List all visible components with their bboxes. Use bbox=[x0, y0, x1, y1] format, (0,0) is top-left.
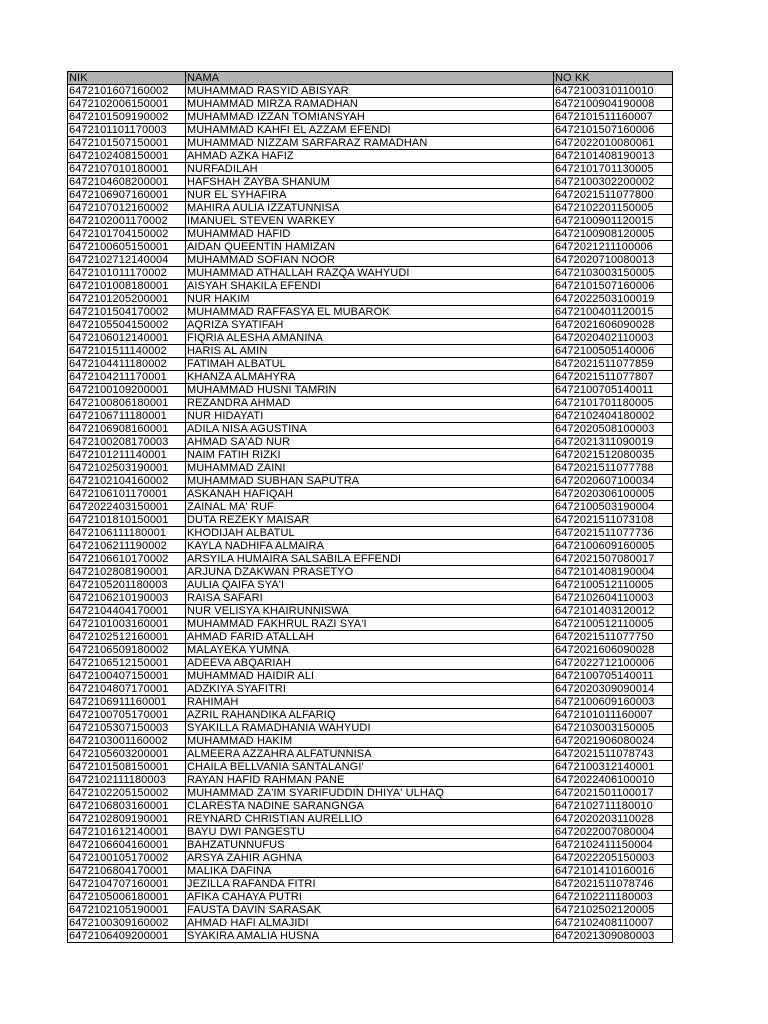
cell-nik: 6472101607160002 bbox=[68, 85, 186, 98]
cell-nokk: 6472102211180003 bbox=[554, 891, 673, 904]
header-nama: NAMA bbox=[186, 72, 554, 85]
cell-nama: AULIA QAIFA SYA'I bbox=[186, 579, 554, 592]
cell-nama: DUTA REZEKY MAISAR bbox=[186, 514, 554, 527]
cell-nokk: 6472021511077800 bbox=[554, 189, 673, 202]
cell-nokk: 6472102408110007 bbox=[554, 917, 673, 930]
cell-nama: NAIM FATIH RIZKI bbox=[186, 449, 554, 462]
cell-nama: MUHAMMAD SOFIAN NOOR bbox=[186, 254, 554, 267]
cell-nokk: 6472020607100034 bbox=[554, 475, 673, 488]
cell-nik: 6472100208170003 bbox=[68, 436, 186, 449]
cell-nik: 6472101508150001 bbox=[68, 761, 186, 774]
cell-nik: 6472101704150002 bbox=[68, 228, 186, 241]
cell-nama: NUR HIDAYATI bbox=[186, 410, 554, 423]
cell-nama: MUHAMMAD HAFID bbox=[186, 228, 554, 241]
cell-nik: 6472102712140004 bbox=[68, 254, 186, 267]
table-row bbox=[68, 904, 673, 917]
cell-nik: 6472106610170002 bbox=[68, 553, 186, 566]
cell-nama: REYNARD CHRISTIAN AURELLIO bbox=[186, 813, 554, 826]
cell-nama: NUR VELISYA KHAIRUNNISWA bbox=[186, 605, 554, 618]
cell-nokk: 6472021511078743 bbox=[554, 748, 673, 761]
table-row bbox=[68, 761, 673, 774]
cell-nokk: 6472101408190013 bbox=[554, 150, 673, 163]
cell-nokk: 6472100401120015 bbox=[554, 306, 673, 319]
cell-nama: AQRIZA SYATIFAH bbox=[186, 319, 554, 332]
cell-nokk: 6472020306100005 bbox=[554, 488, 673, 501]
cell-nokk: 6472102201150005 bbox=[554, 202, 673, 215]
cell-nama: ADEEVA ABQARIAH bbox=[186, 657, 554, 670]
cell-nokk: 6472100901120015 bbox=[554, 215, 673, 228]
cell-nokk: 6472022205150003 bbox=[554, 852, 673, 865]
table-row bbox=[68, 930, 673, 943]
data-sheet bbox=[67, 71, 672, 943]
table-row bbox=[68, 475, 673, 488]
cell-nik: 6472101612140001 bbox=[68, 826, 186, 839]
table-body bbox=[68, 85, 673, 943]
cell-nama: MUHAMMAD FAKHRUL RAZI SYA'I bbox=[186, 618, 554, 631]
cell-nama: CLARESTA NADINE SARANGNGA bbox=[186, 800, 554, 813]
table-row bbox=[68, 176, 673, 189]
cell-nama: NURFADILAH bbox=[186, 163, 554, 176]
cell-nik: 6472104411180002 bbox=[68, 358, 186, 371]
cell-nama: AHMAD SA'AD NUR bbox=[186, 436, 554, 449]
cell-nokk: 6472022010080061 bbox=[554, 137, 673, 150]
cell-nama: HAFSHAH ZAYBA SHANUM bbox=[186, 176, 554, 189]
cell-nik: 6472101810150001 bbox=[68, 514, 186, 527]
cell-nik: 6472102408150001 bbox=[68, 150, 186, 163]
table-row bbox=[68, 98, 673, 111]
table-row bbox=[68, 800, 673, 813]
table-row bbox=[68, 111, 673, 124]
cell-nama: RAHIMAH bbox=[186, 696, 554, 709]
table-row bbox=[68, 280, 673, 293]
cell-nokk: 6472101408190004 bbox=[554, 566, 673, 579]
cell-nik: 6472106111180001 bbox=[68, 527, 186, 540]
cell-nokk: 6472100705140011 bbox=[554, 384, 673, 397]
cell-nama: MUHAMMAD IZZAN TOMIANSYAH bbox=[186, 111, 554, 124]
cell-nama: AHMAD AZKA HAFIZ bbox=[186, 150, 554, 163]
cell-nik: 6472101101170003 bbox=[68, 124, 186, 137]
cell-nama: ADILA NISA AGUSTINA bbox=[186, 423, 554, 436]
table-row bbox=[68, 709, 673, 722]
cell-nokk: 6472100908120005 bbox=[554, 228, 673, 241]
cell-nik: 6472101504170002 bbox=[68, 306, 186, 319]
cell-nama: MALIKA DAFINA bbox=[186, 865, 554, 878]
cell-nik: 6472100705170001 bbox=[68, 709, 186, 722]
cell-nik: 6472101008180001 bbox=[68, 280, 186, 293]
cell-nik: 6472103001160002 bbox=[68, 735, 186, 748]
table-row bbox=[68, 540, 673, 553]
cell-nokk: 6472101701180005 bbox=[554, 397, 673, 410]
cell-nik: 6472100105170002 bbox=[68, 852, 186, 865]
table-row bbox=[68, 189, 673, 202]
cell-nama: ADZKIYA SYAFITRI bbox=[186, 683, 554, 696]
cell-nokk: 6472100302200002 bbox=[554, 176, 673, 189]
cell-nama: NUR HAKIM bbox=[186, 293, 554, 306]
cell-nama: BAHZATUNNUFUS bbox=[186, 839, 554, 852]
cell-nokk: 6472021606090028 bbox=[554, 319, 673, 332]
cell-nama: FIQRIA ALESHA AMANINA bbox=[186, 332, 554, 345]
cell-nik: 6472104404170001 bbox=[68, 605, 186, 618]
table-row bbox=[68, 839, 673, 852]
cell-nik: 6472106409200001 bbox=[68, 930, 186, 943]
cell-nama: AIDAN QUEENTIN HAMIZAN bbox=[186, 241, 554, 254]
cell-nama: KAYLA NADHIFA ALMAIRA bbox=[186, 540, 554, 553]
cell-nama: AZRIL RAHANDIKA ALFARIQ bbox=[186, 709, 554, 722]
cell-nik: 6472106509180002 bbox=[68, 644, 186, 657]
cell-nokk: 6472021511078746 bbox=[554, 878, 673, 891]
cell-nik: 6472102105190001 bbox=[68, 904, 186, 917]
table-row bbox=[68, 501, 673, 514]
cell-nokk: 6472022503100019 bbox=[554, 293, 673, 306]
cell-nik: 6472106804170001 bbox=[68, 865, 186, 878]
cell-nama: BAYU DWI PANGESTU bbox=[186, 826, 554, 839]
cell-nik: 6472104707160001 bbox=[68, 878, 186, 891]
table-row bbox=[68, 826, 673, 839]
cell-nokk: 6472100705140011 bbox=[554, 670, 673, 683]
cell-nama: REZANDRA AHMAD bbox=[186, 397, 554, 410]
cell-nik: 6472106711180001 bbox=[68, 410, 186, 423]
table-row bbox=[68, 436, 673, 449]
cell-nama: MAHIRA AULIA IZZATUNNISA bbox=[186, 202, 554, 215]
cell-nik: 6472102809190001 bbox=[68, 813, 186, 826]
cell-nokk: 6472103003150005 bbox=[554, 267, 673, 280]
cell-nokk: 6472100609160003 bbox=[554, 696, 673, 709]
table-row bbox=[68, 735, 673, 748]
cell-nama: RAYAN HAFID RAHMAN PANE bbox=[186, 774, 554, 787]
cell-nama: SYAKIRA AMALIA HUSNA bbox=[186, 930, 554, 943]
cell-nama: HARIS AL AMIN bbox=[186, 345, 554, 358]
table-row bbox=[68, 553, 673, 566]
cell-nokk: 6472100503190004 bbox=[554, 501, 673, 514]
cell-nokk: 6472102404180002 bbox=[554, 410, 673, 423]
cell-nokk: 6472100512110005 bbox=[554, 618, 673, 631]
cell-nokk: 6472102711180010 bbox=[554, 800, 673, 813]
cell-nik: 6472104807170001 bbox=[68, 683, 186, 696]
cell-nama: IMANUEL STEVEN WARKEY bbox=[186, 215, 554, 228]
cell-nama: KHANZA ALMAHYRA bbox=[186, 371, 554, 384]
cell-nama: MUHAMMAD KAHFI EL AZZAM EFENDI bbox=[186, 124, 554, 137]
table-row bbox=[68, 683, 673, 696]
student-table bbox=[67, 71, 673, 943]
cell-nama: MUHAMMAD SUBHAN SAPUTRA bbox=[186, 475, 554, 488]
table-row bbox=[68, 852, 673, 865]
cell-nokk: 6472100512110005 bbox=[554, 579, 673, 592]
table-row bbox=[68, 592, 673, 605]
cell-nik: 6472106211190002 bbox=[68, 540, 186, 553]
table-row bbox=[68, 215, 673, 228]
cell-nokk: 6472021511077859 bbox=[554, 358, 673, 371]
table-row bbox=[68, 306, 673, 319]
cell-nokk: 6472102411150004 bbox=[554, 839, 673, 852]
table-row bbox=[68, 696, 673, 709]
cell-nama: ASKANAH HAFIQAH bbox=[186, 488, 554, 501]
cell-nokk: 6472022406100010 bbox=[554, 774, 673, 787]
table-row bbox=[68, 267, 673, 280]
table-row bbox=[68, 462, 673, 475]
cell-nama: MUHAMMAD RAFFASYA EL MUBAROK bbox=[186, 306, 554, 319]
cell-nik: 6472106908160001 bbox=[68, 423, 186, 436]
cell-nik: 6472101511140002 bbox=[68, 345, 186, 358]
cell-nik: 6472105307150003 bbox=[68, 722, 186, 735]
cell-nama: MUHAMMAD HAKIM bbox=[186, 735, 554, 748]
cell-nokk: 6472103003150005 bbox=[554, 722, 673, 735]
cell-nama: JEZILLA RAFANDA FITRI bbox=[186, 878, 554, 891]
cell-nik: 6472105201180003 bbox=[68, 579, 186, 592]
cell-nama: MUHAMMAD ZA'IM SYARIFUDDIN DHIYA' ULHAQ bbox=[186, 787, 554, 800]
cell-nik: 6472106101170001 bbox=[68, 488, 186, 501]
cell-nik: 6472107010180001 bbox=[68, 163, 186, 176]
table-row bbox=[68, 384, 673, 397]
cell-nokk: 6472101403120012 bbox=[554, 605, 673, 618]
cell-nokk: 6472101701130005 bbox=[554, 163, 673, 176]
cell-nik: 6472102503190001 bbox=[68, 462, 186, 475]
table-row bbox=[68, 813, 673, 826]
cell-nokk: 6472020710080013 bbox=[554, 254, 673, 267]
cell-nama: ZAINAL MA' RUF bbox=[186, 501, 554, 514]
cell-nokk: 6472102604110003 bbox=[554, 592, 673, 605]
table-row bbox=[68, 410, 673, 423]
table-row bbox=[68, 748, 673, 761]
table-row bbox=[68, 124, 673, 137]
cell-nama: AHMAD FARID ATALLAH bbox=[186, 631, 554, 644]
table-row bbox=[68, 163, 673, 176]
cell-nokk: 6472100609160005 bbox=[554, 540, 673, 553]
cell-nokk: 6472022712100006 bbox=[554, 657, 673, 670]
table-row bbox=[68, 150, 673, 163]
cell-nokk: 6472021309080003 bbox=[554, 930, 673, 943]
cell-nama: NUR EL SYHAFIRA bbox=[186, 189, 554, 202]
cell-nama: MUHAMMAD HUSNI TAMRIN bbox=[186, 384, 554, 397]
cell-nik: 6472102006150001 bbox=[68, 98, 186, 111]
table-row bbox=[68, 345, 673, 358]
cell-nik: 6472100109200001 bbox=[68, 384, 186, 397]
table-row bbox=[68, 319, 673, 332]
cell-nik: 6472102111180003 bbox=[68, 774, 186, 787]
table-row bbox=[68, 527, 673, 540]
cell-nokk: 6472021501100017 bbox=[554, 787, 673, 800]
table-row bbox=[68, 566, 673, 579]
table-row bbox=[68, 917, 673, 930]
cell-nik: 6472105504150002 bbox=[68, 319, 186, 332]
table-header bbox=[68, 72, 673, 85]
cell-nik: 6472106803160001 bbox=[68, 800, 186, 813]
cell-nik: 6472107012160002 bbox=[68, 202, 186, 215]
cell-nik: 6472100309160002 bbox=[68, 917, 186, 930]
table-row bbox=[68, 488, 673, 501]
table-row bbox=[68, 722, 673, 735]
cell-nama: MUHAMMAD RASYID ABISYAR bbox=[186, 85, 554, 98]
cell-nik: 6472106210190003 bbox=[68, 592, 186, 605]
cell-nokk: 6472021906080024 bbox=[554, 735, 673, 748]
cell-nama: KHODIJAH ALBATUL bbox=[186, 527, 554, 540]
cell-nama: MUHAMMAD MIRZA RAMADHAN bbox=[186, 98, 554, 111]
cell-nokk: 6472100310110010 bbox=[554, 85, 673, 98]
cell-nokk: 6472021511077750 bbox=[554, 631, 673, 644]
table-row bbox=[68, 85, 673, 98]
header-nik: NIK bbox=[68, 72, 186, 85]
cell-nokk: 6472021211100006 bbox=[554, 241, 673, 254]
cell-nik: 6472104211170001 bbox=[68, 371, 186, 384]
table-row bbox=[68, 358, 673, 371]
cell-nokk: 6472101507160006 bbox=[554, 124, 673, 137]
table-row bbox=[68, 644, 673, 657]
cell-nik: 6472102104160002 bbox=[68, 475, 186, 488]
table-row bbox=[68, 293, 673, 306]
cell-nik: 6472022403150001 bbox=[68, 501, 186, 514]
cell-nokk: 6472020203110028 bbox=[554, 813, 673, 826]
table-row bbox=[68, 787, 673, 800]
cell-nokk: 6472021507080017 bbox=[554, 553, 673, 566]
cell-nokk: 6472101410160016 bbox=[554, 865, 673, 878]
cell-nama: AFIKA CAHAYA PUTRI bbox=[186, 891, 554, 904]
cell-nama: ARSYILA HUMAIRA SALSABILA EFFENDI bbox=[186, 553, 554, 566]
cell-nik: 6472102001170002 bbox=[68, 215, 186, 228]
table-row bbox=[68, 878, 673, 891]
cell-nik: 6472101507150001 bbox=[68, 137, 186, 150]
table-row bbox=[68, 241, 673, 254]
table-row bbox=[68, 618, 673, 631]
table-row bbox=[68, 449, 673, 462]
table-row bbox=[68, 631, 673, 644]
cell-nik: 6472106512150001 bbox=[68, 657, 186, 670]
cell-nokk: 6472021511073108 bbox=[554, 514, 673, 527]
cell-nama: FATIMAH ALBATUL bbox=[186, 358, 554, 371]
table-row bbox=[68, 423, 673, 436]
cell-nik: 6472101003160001 bbox=[68, 618, 186, 631]
cell-nokk: 6472020309090014 bbox=[554, 683, 673, 696]
cell-nokk: 6472020402110003 bbox=[554, 332, 673, 345]
cell-nokk: 6472022007080004 bbox=[554, 826, 673, 839]
cell-nama: MUHAMMAD NIZZAM SARFARAZ RAMADHAN bbox=[186, 137, 554, 150]
cell-nik: 6472105006180001 bbox=[68, 891, 186, 904]
cell-nama: ARJUNA DZAKWAN PRASETYO bbox=[186, 566, 554, 579]
table-row bbox=[68, 579, 673, 592]
cell-nik: 6472102808190001 bbox=[68, 566, 186, 579]
table-row bbox=[68, 137, 673, 150]
table-row bbox=[68, 891, 673, 904]
cell-nama: CHAILA BELLVANIA SANTALANGI' bbox=[186, 761, 554, 774]
cell-nokk: 6472021511077807 bbox=[554, 371, 673, 384]
cell-nama: RAISA SAFARI bbox=[186, 592, 554, 605]
header-row bbox=[68, 72, 673, 85]
cell-nokk: 6472100505140006 bbox=[554, 345, 673, 358]
cell-nokk: 6472102502120005 bbox=[554, 904, 673, 917]
cell-nama: AHMAD HAFI ALMAJIDI bbox=[186, 917, 554, 930]
cell-nik: 6472101509190002 bbox=[68, 111, 186, 124]
table-row bbox=[68, 254, 673, 267]
cell-nokk: 6472101507160006 bbox=[554, 280, 673, 293]
cell-nik: 6472102512160001 bbox=[68, 631, 186, 644]
cell-nama: SYAKILLA RAMADHANIA WAHYUDI bbox=[186, 722, 554, 735]
cell-nik: 6472101211140001 bbox=[68, 449, 186, 462]
cell-nik: 6472106012140001 bbox=[68, 332, 186, 345]
cell-nokk: 6472021606090028 bbox=[554, 644, 673, 657]
cell-nokk: 6472101511160007 bbox=[554, 111, 673, 124]
cell-nik: 6472106604160001 bbox=[68, 839, 186, 852]
header-nokk: NO KK bbox=[554, 72, 673, 85]
cell-nokk: 6472101011160007 bbox=[554, 709, 673, 722]
table-row bbox=[68, 228, 673, 241]
cell-nama: FAUSTA DAVIN SARASAK bbox=[186, 904, 554, 917]
table-row bbox=[68, 514, 673, 527]
table-row bbox=[68, 670, 673, 683]
cell-nokk: 6472021511077788 bbox=[554, 462, 673, 475]
table-row bbox=[68, 865, 673, 878]
cell-nama: MALAYEKA YUMNA bbox=[186, 644, 554, 657]
table-row bbox=[68, 657, 673, 670]
cell-nik: 6472101011170002 bbox=[68, 267, 186, 280]
cell-nama: MUHAMMAD ATHALLAH RAZQA WAHYUDI bbox=[186, 267, 554, 280]
cell-nokk: 6472100312140001 bbox=[554, 761, 673, 774]
cell-nik: 6472106907160001 bbox=[68, 189, 186, 202]
cell-nik: 6472105603200001 bbox=[68, 748, 186, 761]
cell-nokk: 6472021311090019 bbox=[554, 436, 673, 449]
cell-nama: ARSYA ZAHIR AGHNA bbox=[186, 852, 554, 865]
cell-nama: AISYAH SHAKILA EFENDI bbox=[186, 280, 554, 293]
cell-nokk: 6472100904190008 bbox=[554, 98, 673, 111]
table-row bbox=[68, 397, 673, 410]
table-row bbox=[68, 332, 673, 345]
cell-nama: MUHAMMAD HAIDIR ALI bbox=[186, 670, 554, 683]
cell-nik: 6472100605150001 bbox=[68, 241, 186, 254]
table-row bbox=[68, 605, 673, 618]
cell-nik: 6472104608200001 bbox=[68, 176, 186, 189]
cell-nik: 6472101205200001 bbox=[68, 293, 186, 306]
cell-nik: 6472106911160001 bbox=[68, 696, 186, 709]
cell-nokk: 6472021512080035 bbox=[554, 449, 673, 462]
cell-nama: MUHAMMAD ZAINI bbox=[186, 462, 554, 475]
cell-nokk: 6472021511077736 bbox=[554, 527, 673, 540]
table-row bbox=[68, 202, 673, 215]
cell-nik: 6472100407150001 bbox=[68, 670, 186, 683]
cell-nik: 6472102205150002 bbox=[68, 787, 186, 800]
cell-nama: ALMEERA AZZAHRA ALFATUNNISA bbox=[186, 748, 554, 761]
cell-nokk: 6472020508100003 bbox=[554, 423, 673, 436]
cell-nik: 6472100806180001 bbox=[68, 397, 186, 410]
table-row bbox=[68, 371, 673, 384]
table-row bbox=[68, 774, 673, 787]
